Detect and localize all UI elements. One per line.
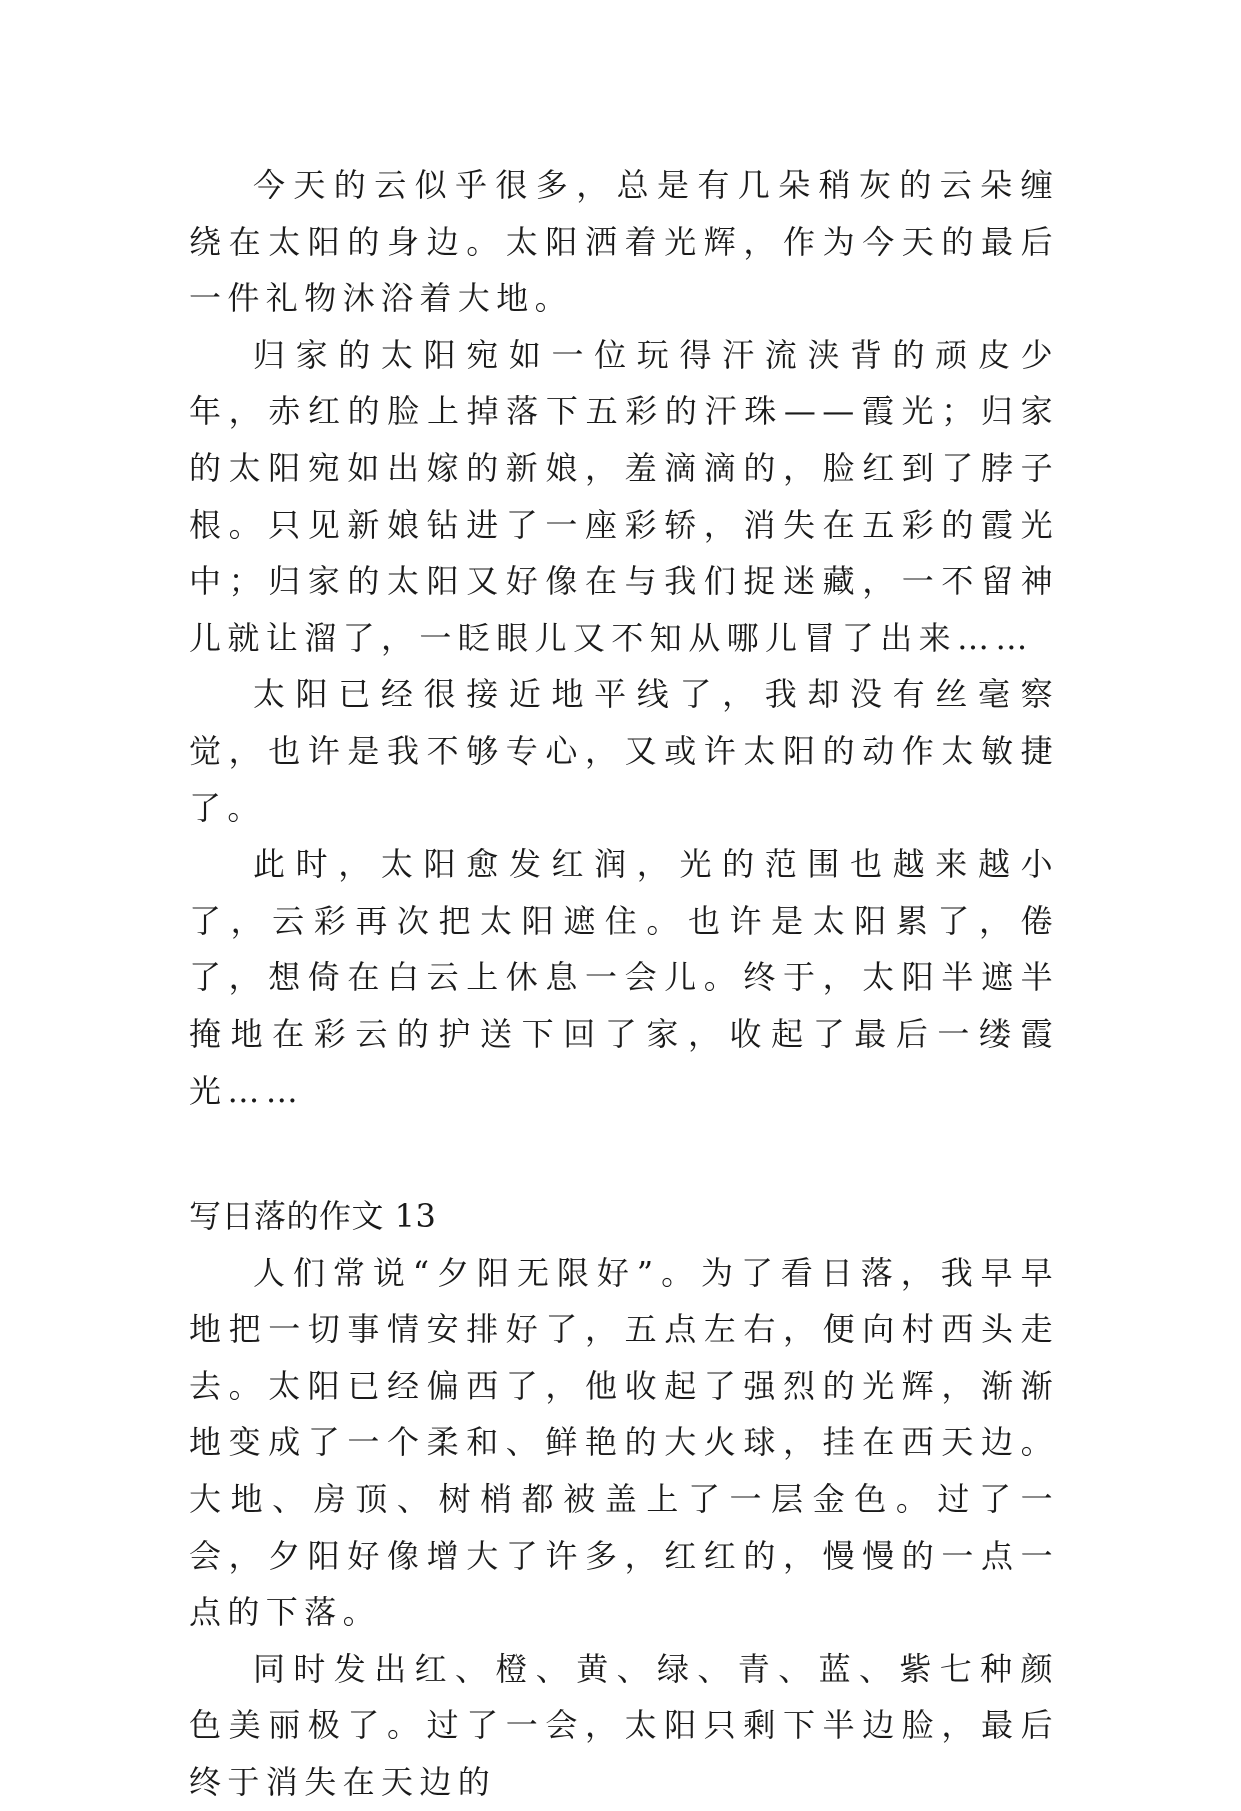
paragraph-horizon: 太阳已经很接近地平线了，我却没有丝毫察觉，也许是我不够专心，又或许太阳的动作太敏捷了。: [189, 675, 1059, 827]
paragraph-seven-colors: 同时发出红、橙、黄、绿、青、蓝、紫七种颜色美丽极了。过了一会，太阳只剩下半边脸，最后终于消失在天边的: [189, 1649, 1059, 1802]
section-gap: [189, 1119, 1059, 1188]
paragraph-sunset-walk: 人们常说“夕阳无限好”。为了看日落，我早早地把一切事情安排好了，五点左右，便向村西头走去。太阳已经偏西了，他收起了强烈的光辉，渐渐地变成了一个柔和、鲜艳的大火球，挂在西天边。大地、房顶、树梢都被盖上了一层金色。过了一会，夕阳好像增大了许多，红红的，慢慢的一点一点的下落。: [189, 1253, 1059, 1632]
section-title: 写日落的作文 13: [189, 1197, 437, 1236]
paragraph-last-light: 此时，太阳愈发红润，光的范围也越来越小了，云彩再次把太阳遮住。也许是太阳累了，倦了，想倚在白云上休息一会儿。终于，太阳半遮半掩地在彩云的护送下回了家，收起了最后一缕霞光……: [189, 845, 1059, 1110]
paragraph-returning-sun: 归家的太阳宛如一位玩得汗流浃背的顽皮少年，赤红的脸上掉落下五彩的汗珠——霞光；归家的太阳宛如出嫁的新娘，羞滴滴的，脸红到了脖子根。只见新娘钻进了一座彩轿，消失在五彩的霞光中；归家的太阳又好像在与我们捉迷藏，一不留神儿就让溜了，一眨眼儿又不知从哪儿冒了出来……: [189, 335, 1059, 657]
document-body: [189, 157, 1059, 1811]
paragraph-clouds: 今天的云似乎很多，总是有几朵稍灰的云朵缠绕在太阳的身边。太阳洒着光辉，作为今天的最后一件礼物沐浴着大地。: [189, 166, 1059, 318]
